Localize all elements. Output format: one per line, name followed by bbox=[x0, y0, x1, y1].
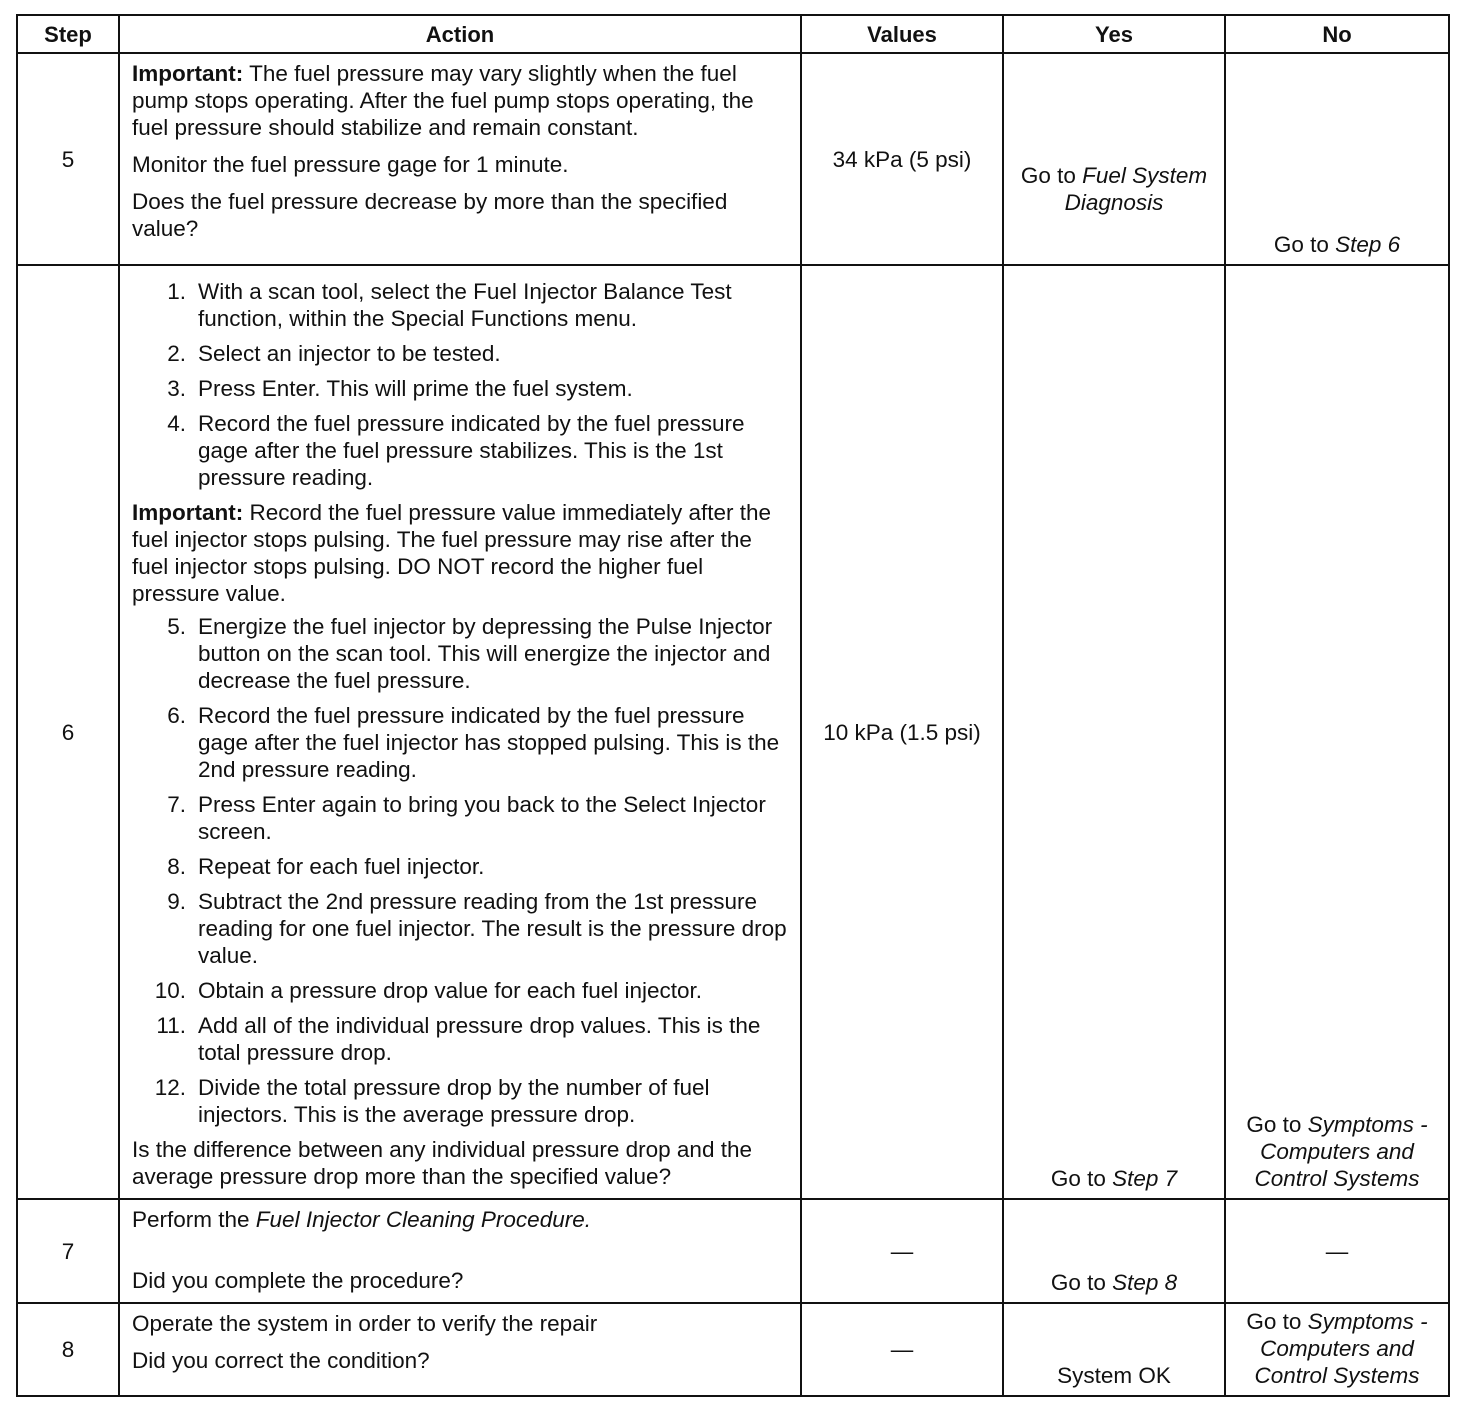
table-row-step-6 bbox=[17, 265, 1449, 1199]
procedure-step-number: 9. bbox=[167, 889, 186, 914]
yes-link[interactable]: Step 8 bbox=[1112, 1270, 1178, 1295]
header-no: No bbox=[1225, 15, 1449, 53]
procedure-step-text: Press Enter again to bring you back to the Select Injector screen. bbox=[198, 792, 766, 844]
header-step: Step bbox=[17, 15, 119, 53]
table-row-step-8 bbox=[17, 1303, 1449, 1396]
yes-cell bbox=[1003, 265, 1225, 1199]
yes-link[interactable]: Fuel System Diagnosis bbox=[1064, 163, 1208, 215]
procedure-step-text: Add all of the individual pressure drop values. This is the total pressure drop. bbox=[198, 1013, 761, 1065]
procedure-step-number: 5. bbox=[167, 614, 186, 639]
procedure-step bbox=[132, 1012, 788, 1066]
question: Is the difference between any individual pressure drop and the average pressure drop more than the specified value? bbox=[132, 1137, 752, 1189]
procedure-list-a bbox=[132, 278, 788, 491]
procedure-step bbox=[132, 1074, 788, 1128]
important-text: The fuel pressure may vary slightly when the fuel pump stops operating. After the fuel pump stops operating, the fuel pressure should stabilize and remain constant. bbox=[132, 61, 754, 140]
important-label: Important: bbox=[132, 61, 244, 86]
procedure-step bbox=[132, 410, 788, 491]
instruction: Operate the system in order to verify the repair bbox=[132, 1311, 598, 1336]
action-cell bbox=[119, 1199, 801, 1303]
procedure-step bbox=[132, 977, 788, 1004]
yes-prefix: Go to bbox=[1050, 1166, 1113, 1191]
procedure-step-number: 2. bbox=[167, 341, 186, 366]
procedure-step-text: Press Enter. This will prime the fuel system. bbox=[198, 376, 633, 401]
header-row bbox=[17, 15, 1449, 53]
no-cell: — bbox=[1225, 1199, 1449, 1303]
procedure-step-text: Energize the fuel injector by depressing the Pulse Injector button on the scan tool. This will energize the injector and decrease the fuel pressure. bbox=[198, 614, 773, 693]
question: Did you correct the condition? bbox=[132, 1348, 430, 1373]
procedure-step-text: With a scan tool, select the Fuel Injector Balance Test function, within the Special Functions menu. bbox=[198, 279, 732, 331]
procedure-step-text: Divide the total pressure drop by the number of fuel injectors. This is the average pressure drop. bbox=[198, 1075, 710, 1127]
procedure-step-text: Select an injector to be tested. bbox=[198, 341, 501, 366]
header-values: Values bbox=[801, 15, 1003, 53]
no-link[interactable]: Symptoms - Computers and Control Systems bbox=[1254, 1112, 1428, 1191]
procedure-step-number: 8. bbox=[167, 854, 186, 879]
procedure-step-text: Repeat for each fuel injector. bbox=[198, 854, 485, 879]
value-cell: — bbox=[801, 1199, 1003, 1303]
yes-prefix: Go to bbox=[1050, 1270, 1113, 1295]
step-number: 5 bbox=[17, 53, 119, 265]
table-row-step-7 bbox=[17, 1199, 1449, 1303]
question: Did you complete the procedure? bbox=[132, 1268, 464, 1293]
procedure-link[interactable]: Fuel Injector Cleaning Procedure. bbox=[255, 1207, 591, 1232]
no-prefix: Go to bbox=[1246, 1112, 1308, 1137]
no-cell bbox=[1225, 1303, 1449, 1396]
procedure-step-number: 1. bbox=[167, 279, 186, 304]
yes-cell bbox=[1003, 1199, 1225, 1303]
procedure-step-number: 11. bbox=[156, 1013, 186, 1038]
header-yes: Yes bbox=[1003, 15, 1225, 53]
procedure-step bbox=[132, 340, 788, 367]
important-note bbox=[132, 499, 788, 607]
important-note bbox=[132, 60, 788, 141]
step-number: 6 bbox=[17, 265, 119, 1199]
procedure-step-number: 12. bbox=[154, 1075, 186, 1100]
no-cell bbox=[1225, 53, 1449, 265]
step-number: 8 bbox=[17, 1303, 119, 1396]
procedure-step bbox=[132, 278, 788, 332]
no-prefix: Go to bbox=[1246, 1309, 1308, 1334]
action-cell bbox=[119, 265, 801, 1199]
important-text: Record the fuel pressure value immediately after the fuel injector stops pulsing. The fuel pressure may rise after the fuel injector stops pulsing. DO NOT record the higher fuel pressure value. bbox=[132, 500, 772, 606]
no-prefix: Go to bbox=[1273, 232, 1336, 257]
instruction: Monitor the fuel pressure gage for 1 minute. bbox=[132, 152, 569, 177]
procedure-step-number: 7. bbox=[167, 792, 186, 817]
header-action: Action bbox=[119, 15, 801, 53]
yes-link[interactable]: Step 7 bbox=[1112, 1166, 1178, 1191]
procedure-list-b bbox=[132, 613, 788, 1128]
value-cell: 34 kPa (5 psi) bbox=[801, 53, 1003, 265]
procedure-step-text: Obtain a pressure drop value for each fuel injector. bbox=[198, 978, 703, 1003]
procedure-step bbox=[132, 613, 788, 694]
action-cell bbox=[119, 53, 801, 265]
no-link[interactable]: Step 6 bbox=[1335, 232, 1401, 257]
diagnostic-table bbox=[16, 14, 1450, 1397]
procedure-step bbox=[132, 853, 788, 880]
yes-cell bbox=[1003, 53, 1225, 265]
instruction bbox=[132, 1206, 788, 1233]
important-label: Important: bbox=[132, 500, 244, 525]
no-link[interactable]: Symptoms - Computers and Control Systems bbox=[1254, 1309, 1428, 1388]
procedure-step bbox=[132, 888, 788, 969]
value-cell: 10 kPa (1.5 psi) bbox=[801, 265, 1003, 1199]
table-row-step-5 bbox=[17, 53, 1449, 265]
action-cell bbox=[119, 1303, 801, 1396]
procedure-step-number: 4. bbox=[167, 411, 186, 436]
action-prefix: Perform the bbox=[132, 1207, 256, 1232]
question: Does the fuel pressure decrease by more than the specified value? bbox=[132, 189, 728, 241]
procedure-step bbox=[132, 791, 788, 845]
procedure-step bbox=[132, 702, 788, 783]
procedure-step-number: 10. bbox=[154, 978, 186, 1003]
yes-prefix: Go to bbox=[1020, 163, 1083, 188]
procedure-step-text: Record the fuel pressure indicated by the fuel pressure gage after the fuel injector has stopped pulsing. This is the 2nd pressure reading. bbox=[198, 703, 780, 782]
procedure-step bbox=[132, 375, 788, 402]
procedure-step-text: Subtract the 2nd pressure reading from the 1st pressure reading for one fuel injector. The result is the pressure drop value. bbox=[198, 889, 787, 968]
procedure-step-text: Record the fuel pressure indicated by the fuel pressure gage after the fuel pressure stabilizes. This is the 1st pressure reading. bbox=[198, 411, 745, 490]
no-cell bbox=[1225, 265, 1449, 1199]
yes-cell: System OK bbox=[1003, 1303, 1225, 1396]
value-cell: — bbox=[801, 1303, 1003, 1396]
step-number: 7 bbox=[17, 1199, 119, 1303]
procedure-step-number: 6. bbox=[167, 703, 186, 728]
procedure-step-number: 3. bbox=[167, 376, 186, 401]
